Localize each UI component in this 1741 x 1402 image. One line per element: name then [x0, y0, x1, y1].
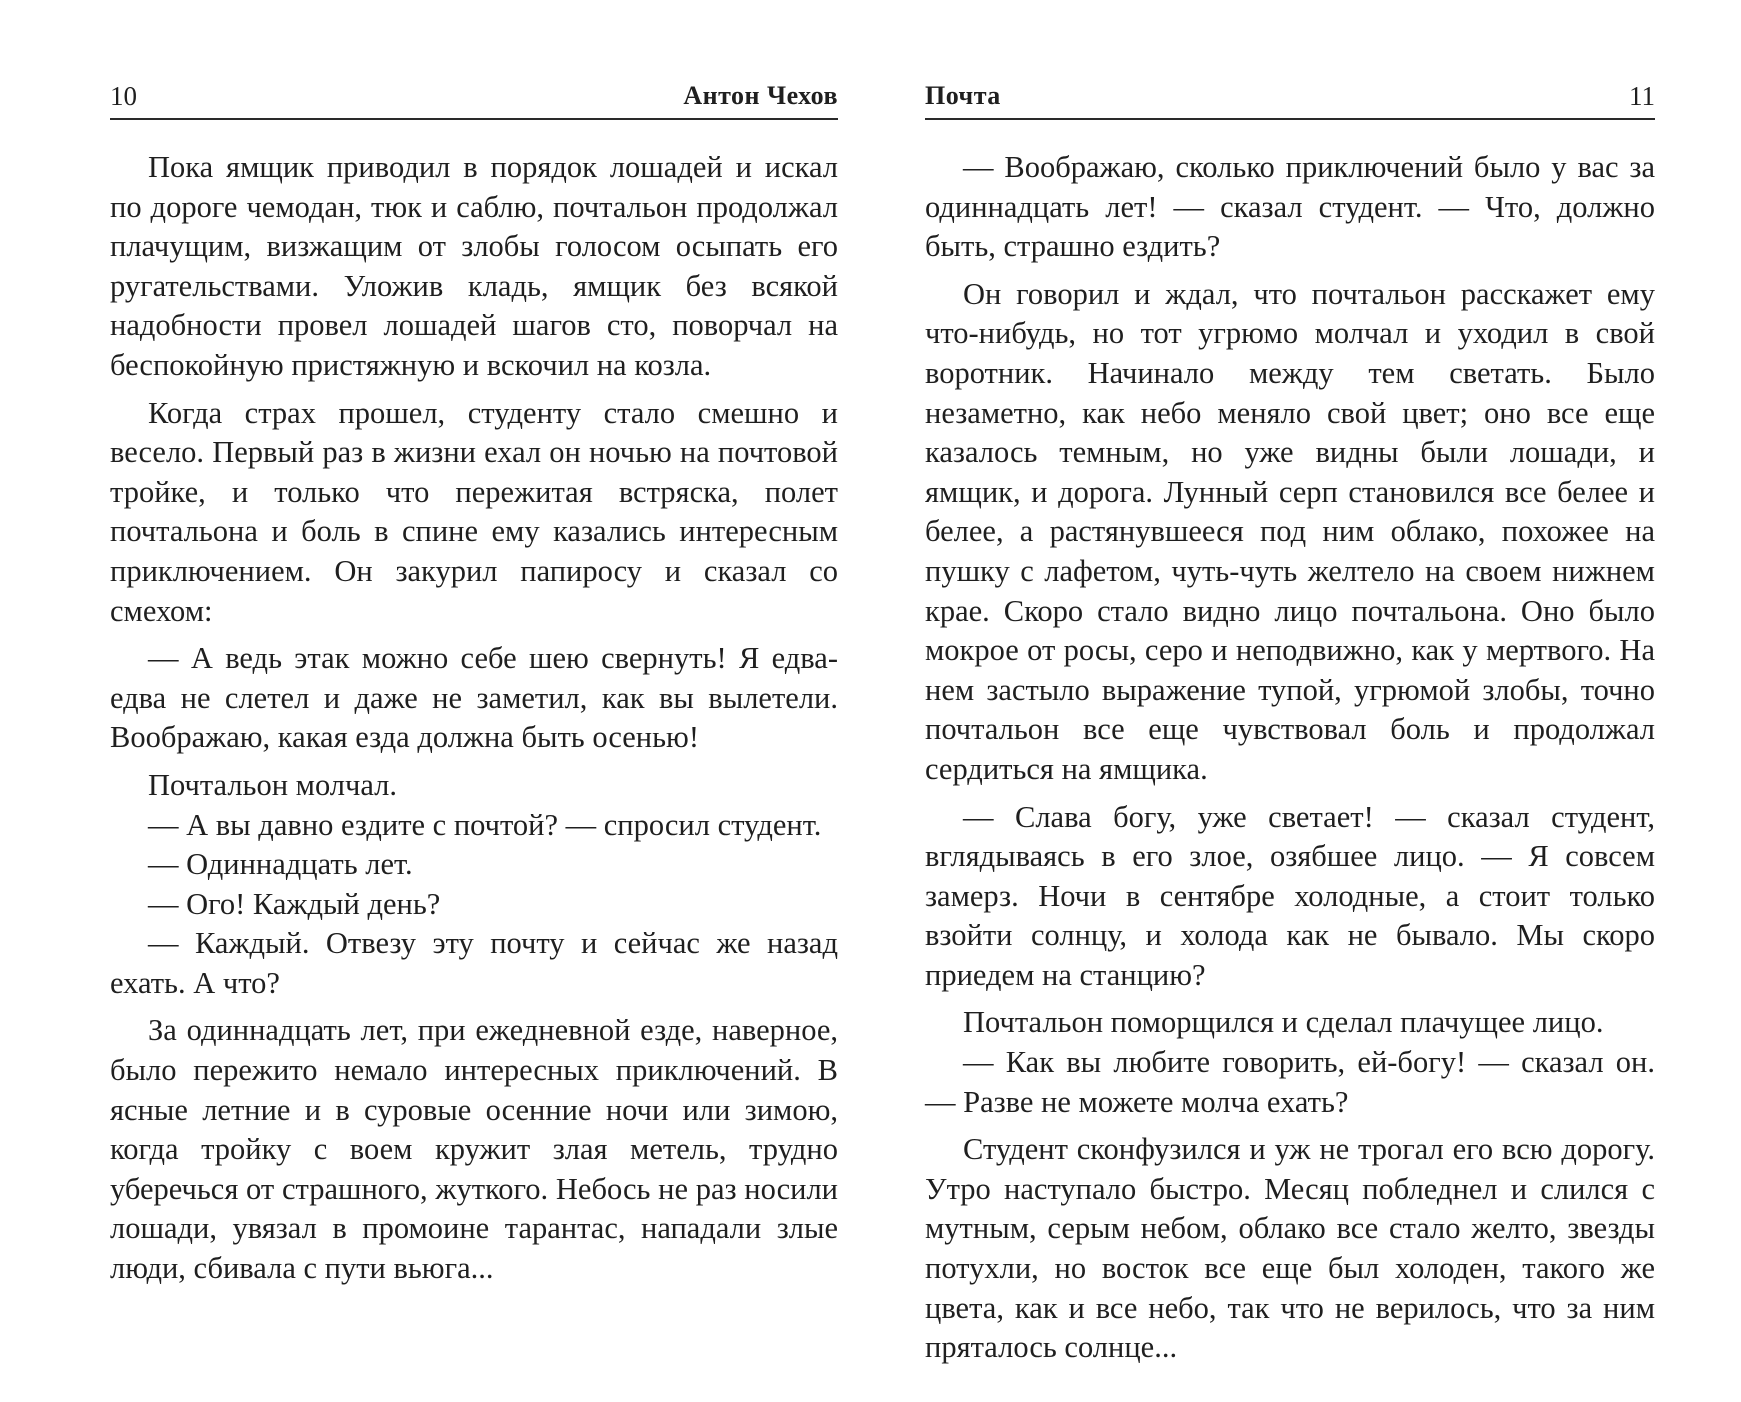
page-number: 11 [1629, 81, 1655, 111]
paragraph: — Слава богу, уже светает! — сказал студент, вглядываясь в его злое, озябшее лицо. — Я совсем замерз. Ночи в сентябре холодные, а стоит только взойти солнцу, и холода как не бывало. Мы скоро приедем на станцию? [925, 799, 1655, 992]
paragraph: Он говорил и ждал, что почтальон расскажет ему что-нибудь, но тот угрюмо молчал и уходил в свой воротник. Начинало между тем светать. Было незаметно, как небо меняло свой цвет; оно все еще казалось темным, но уже видны были лошади, и ямщик, и дорога. Лунный серп становился все белее и белее, а растянувшееся под ним облако, похожее на пушку с лафетом, чуть-чуть желтело на своем нижнем крае. Скоро стало видно лицо почтальона. Оно было мокрое от росы, серо и неподвижно, как у мертвого. На нем застыло выражение тупой, угрюмой злобы, точно почтальон все еще чувствовал боль и продолжал сердиться на ямщика. [925, 276, 1655, 786]
paragraph: Когда страх прошел, студенту стало смешно и весело. Первый раз в жизни ехал он ночью на почтовой тройке, и только что пережитая встряска, полет почтальона и боль в спине ему казались интересным приключением. Он закурил папиросу и сказал со смехом: [110, 395, 838, 628]
paragraph: За одиннадцать лет, при ежедневной езде, наверное, было пережито немало интересных приключений. В ясные летние и в суровые осенние ночи или зимою, когда тройку с воем кружит злая метель, трудно уберечься от страшного, жуткого. Небось не раз носили лошади, увязал в промоине тарантас, нападали злые люди, сбивала с пути вьюга... [110, 1013, 838, 1286]
paragraph: Почтальон молчал. [148, 767, 398, 802]
paragraph: — Ого! Каждый день? [148, 886, 441, 921]
right-body-text [925, 148, 1655, 1368]
paragraph: — Как вы любите говорить, ей-богу! — сказал он. — Разве не можете молча ехать? [925, 1045, 1655, 1119]
author-title: Антон Чехов [683, 81, 838, 110]
left-body-text [110, 148, 838, 1289]
page-number: 10 [110, 81, 137, 111]
paragraph: — Воображаю, сколько приключений было у вас за одиннадцать лет! — сказал студент. — Что, должно быть, страшно ездить? [925, 150, 1655, 264]
paragraph: — А вы давно ездите с почтой? — спросил студент. [148, 807, 822, 842]
paragraph: Почтальон поморщился и сделал плачущее лицо. [963, 1005, 1604, 1040]
paragraph: Пока ямщик приводил в порядок лошадей и искал по дороге чемодан, тюк и саблю, почтальон продолжал плачущим, визжащим от злобы голосом осыпать его ругательствами. Уложив кладь, ямщик без всякой надобности провел лошадей шагов сто, поворчал на беспокойную пристяжную и вскочил на козла. [110, 150, 838, 382]
left-running-head [110, 78, 838, 120]
left-page [110, 0, 838, 1402]
right-running-head [925, 78, 1655, 120]
story-title: Почта [925, 81, 1001, 110]
paragraph: Студент сконфузился и уж не трогал его всю дорогу. Утро наступало быстро. Месяц побледнел и слился с мутным, серым небом, облако все стало желто, звезды потухли, но восток все еще был холоден, такого же цвета, как и все небо, так что не верилось, что за ним пряталось солнце... [925, 1132, 1655, 1365]
paragraph: — А ведь этак можно себе шею свернуть! Я едва-едва не слетел и даже не заметил, как вы вылетели. Воображаю, какая езда должна быть осенью! [110, 641, 838, 755]
paragraph: — Каждый. Отвезу эту почту и сейчас же назад ехать. А что? [110, 926, 838, 1000]
right-page [925, 0, 1655, 1402]
paragraph: — Одиннадцать лет. [148, 847, 413, 882]
